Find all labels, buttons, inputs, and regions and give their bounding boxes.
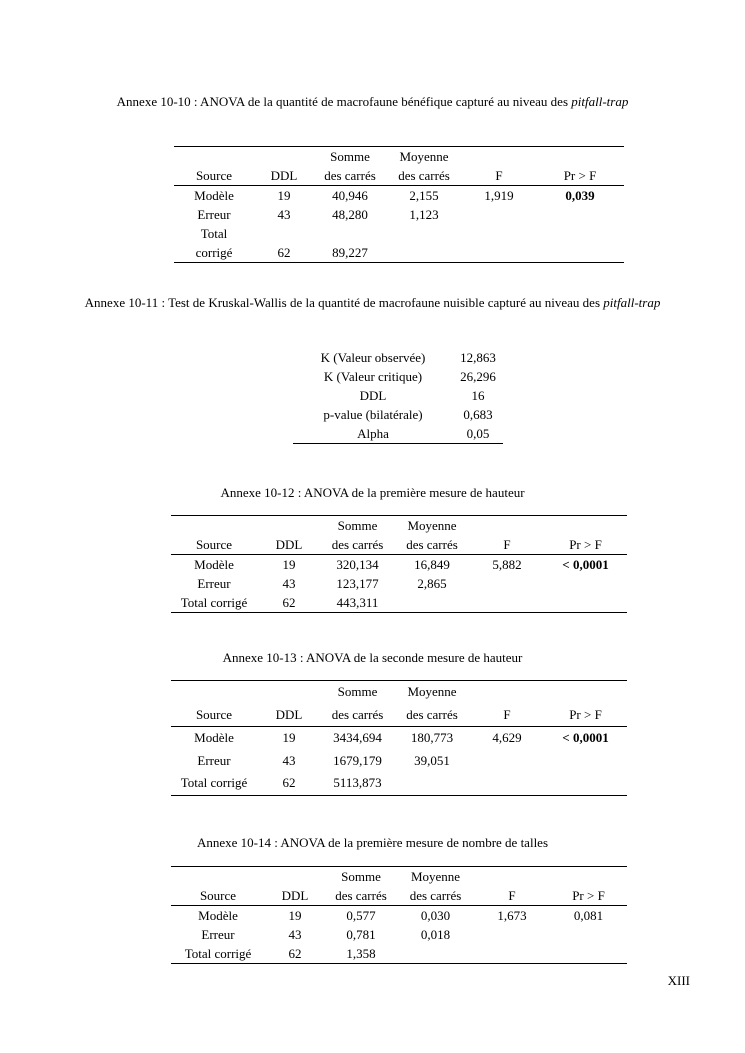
table-row: Modèle 19 0,577 0,030 1,673 0,081 <box>198 908 604 923</box>
table-header-row: Source DDL des carrés des carrés F Pr > F <box>171 704 627 727</box>
table-row: K (Valeur observée) 12,863 <box>320 350 496 365</box>
annex-10-14-table: Somme Moyenne Source DDL des carrés des carrés F Pr > F Modèle 19 0,577 0,030 1,673 0,081 Erreur 43 0,781 0,018 Total corrigé 62 1,358 <box>171 866 627 964</box>
table-row: Erreur 43 123,177 2,865 <box>197 576 447 591</box>
table-header-row: Source DDL des carrés des carrés F Pr > F <box>174 166 624 186</box>
table-row: Erreur 43 1679,179 39,051 <box>197 752 450 768</box>
annex-10-13-table: Somme Moyenne Source DDL des carrés des carrés F Pr > F Modèle 19 3434,694 180,773 4,629 < 0,0001 Erreur 43 1679,179 39,051 Total corrigé 62 5113,873 <box>171 680 627 796</box>
annex-10-10-caption: Annexe 10-10 : ANOVA de la quantité de macrofaune bénéfique capturé au niveau des pitfall-trap <box>116 94 629 109</box>
table-row: Total corrigé 62 5113,873 <box>171 772 627 795</box>
annex-10-12-caption: Annexe 10-12 : ANOVA de la première mesure de hauteur <box>220 485 525 500</box>
annex-10-13-caption: Annexe 10-13 : ANOVA de la seconde mesure de hauteur <box>222 650 523 665</box>
table-row: Total corrigé 62 443,311 <box>171 593 627 613</box>
annex-10-11-caption: Annexe 10-11 : Test de Kruskal-Wallis de la quantité de macrofaune nuisible capturé au niveau des pitfall-trap <box>84 295 661 310</box>
table-header-row: Source DDL des carrés des carrés F Pr > F <box>171 886 627 906</box>
table-row: Erreur 43 0,781 0,018 <box>201 927 451 942</box>
annex-10-12-table: Somme Moyenne Source DDL des carrés des carrés F Pr > F Modèle 19 320,134 16,849 5,882 < 0,0001 Erreur 43 123,177 2,865 Total corrigé 62 443,311 <box>171 515 627 613</box>
table-row: Modèle 19 3434,694 180,773 4,629 < 0,0001 <box>194 730 609 745</box>
table-row: DDL 16 <box>359 388 485 403</box>
table-row: K (Valeur critique) 26,296 <box>323 369 496 384</box>
table-row: Total corrigé 62 1,358 <box>171 944 627 964</box>
table-row: p-value (bilatérale) 0,683 <box>323 407 493 422</box>
table-row: Modèle 19 320,134 16,849 5,882 < 0,0001 <box>194 557 609 572</box>
table-row: Total corrigé 62 89,227 <box>174 224 624 263</box>
table-row: Modèle 19 40,946 2,155 1,919 0,039 <box>194 188 595 203</box>
table-row: Alpha 0,05 <box>293 424 503 444</box>
annex-10-14-caption: Annexe 10-14 : ANOVA de la première mesure de nombre de talles <box>196 835 549 850</box>
annex-10-10-table: Somme Moyenne Source DDL des carrés des carrés F Pr > F Modèle 19 40,946 2,155 1,919 0,039 Erreur 43 48,280 1,123 Total corrigé 62 89,227 <box>174 146 624 263</box>
table-header-row: Source DDL des carrés des carrés F Pr > F <box>171 535 627 555</box>
table-row: Erreur 43 48,280 1,123 <box>197 207 439 222</box>
page-number: XIII <box>667 973 690 988</box>
annex-10-11-table <box>293 348 503 444</box>
